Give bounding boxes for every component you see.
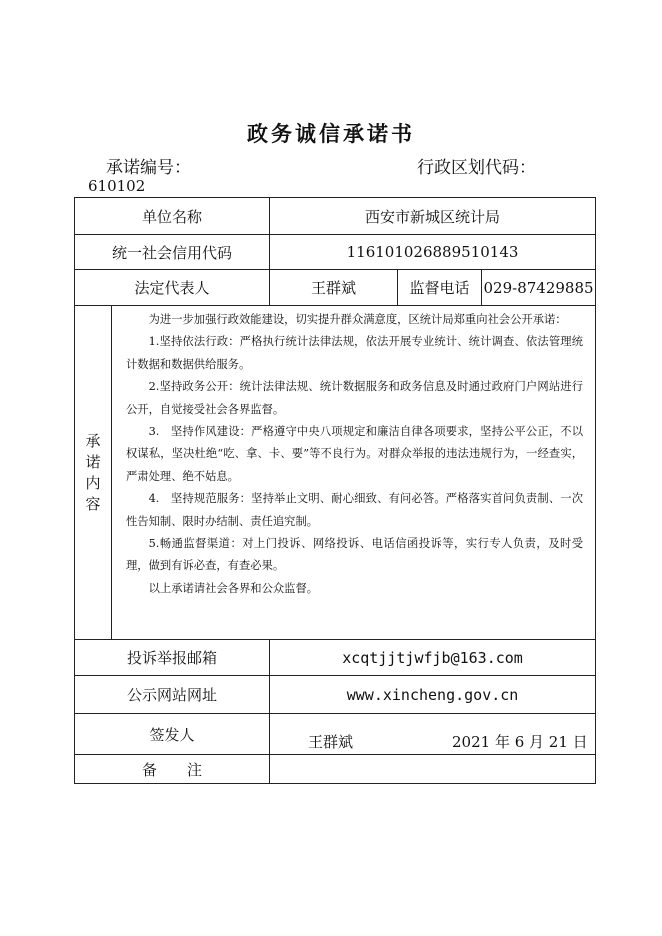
document-title: 政务诚信承诺书 <box>247 121 415 146</box>
credit-code-label: 统一社会信用代码 <box>75 235 270 270</box>
content-label-char: 内 <box>85 473 101 492</box>
content-paragraph: 3. 坚持作风建设：严格遵守中央八项规定和廉洁自律各项要求，坚持公平公正，不以权谋私，坚决杜绝“吃、拿、卡、要”等不良行为。对群众举报的违法违规行为，一经查实，严肃处理、绝不姑息。 <box>126 425 584 483</box>
supervision-phone-label: 监督电话 <box>398 270 482 306</box>
website-value: www.xincheng.gov.cn <box>270 676 596 714</box>
legal-rep-value: 王群斌 <box>270 270 398 306</box>
row-remarks <box>75 755 596 784</box>
content-paragraph: 5.畅通监督渠道：对上门投诉、网络投诉、电话信函投诉等，实行专人负责，及时受理，做到有诉必查，有查必果。 <box>126 537 584 573</box>
content-label-char: 承 <box>85 431 101 450</box>
content-label-cell <box>75 306 112 640</box>
content-paragraph: 4. 坚持规范服务：坚持举止文明、耐心细致、有问必答。严格落实首问负责制、一次性告知制、限时办结制、责任追究制。 <box>126 492 584 528</box>
website-label: 公示网站网址 <box>75 676 270 714</box>
legal-rep-label: 法定代表人 <box>75 270 270 306</box>
row-credit-code <box>75 235 596 270</box>
supervision-phone-value: 029-87429885 <box>482 270 596 306</box>
commitment-form-table <box>74 197 596 784</box>
issue-date: 2021 年 6 月 21 日 <box>452 733 588 751</box>
row-content <box>75 306 596 640</box>
remarks-value <box>270 755 596 784</box>
region-code-label: 行政区划代码： <box>417 158 536 178</box>
row-issuer <box>75 714 596 755</box>
email-value: xcqtjjtjwfjb@163.com <box>270 640 596 676</box>
unit-name-value: 西安市新城区统计局 <box>270 198 596 235</box>
row-website <box>75 676 596 714</box>
row-legal-rep <box>75 270 596 306</box>
content-label <box>86 431 101 515</box>
row-unit-name <box>75 198 596 235</box>
unit-name-label: 单位名称 <box>75 198 270 235</box>
credit-code-value: 116101026889510143 <box>270 235 596 270</box>
content-label-char: 容 <box>85 494 101 513</box>
issuer-cell <box>270 714 596 755</box>
commitment-no-value: 610102 <box>88 177 146 195</box>
remarks-label: 备 注 <box>75 755 270 784</box>
row-email <box>75 640 596 676</box>
email-label: 投诉举报邮箱 <box>75 640 270 676</box>
commitment-no-label: 承诺编号： <box>106 158 191 178</box>
content-label-char: 诺 <box>85 452 101 471</box>
commitment-content <box>112 306 595 600</box>
content-paragraph: 1.坚持依法行政：严格执行统计法律法规，依法开展专业统计、统计调查、依法管理统计数据和数据供给服务。 <box>126 335 584 371</box>
content-paragraph: 以上承诺请社会各界和公众监督。 <box>148 581 319 595</box>
content-text-cell <box>112 306 596 640</box>
content-paragraph: 为进一步加强行政效能建设，切实提升群众满意度，区统计局郑重向社会公开承诺： <box>148 313 567 326</box>
issuer-label: 签发人 <box>75 714 270 755</box>
content-paragraph: 2.坚持政务公开：统计法律法规、统计数据服务和政务信息及时通过政府门户网站进行公开，自觉接受社会各界监督。 <box>126 380 584 416</box>
issuer-name: 王群斌 <box>308 733 354 751</box>
